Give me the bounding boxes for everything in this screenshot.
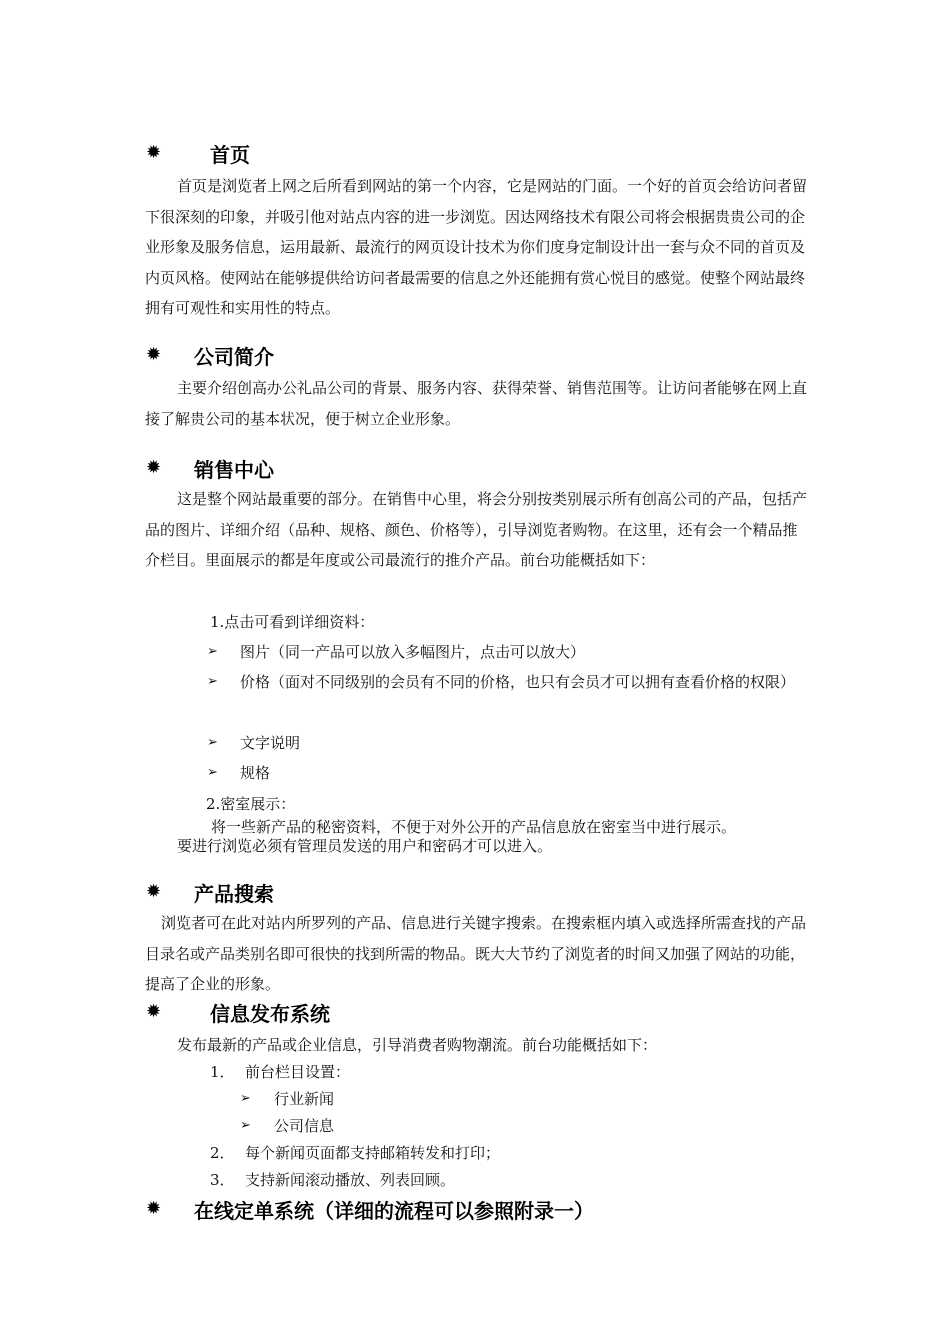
section-body-news: 发布最新的产品或企业信息，引导消费者购物潮流。前台功能概括如下：	[177, 1036, 658, 1054]
secret-line-2: 要进行浏览必须有管理员发送的用户和密码才可以进入。	[177, 837, 553, 855]
section-heading-home	[146, 138, 250, 168]
section-body-about: 主要介绍创高办公礼品公司的背景、服务内容、获得荣誉、销售范围等。让访问者能够在网上直接了解贵公司的基本状况，便于树立企业形象。	[145, 379, 808, 428]
sales-bullet-3: 文字说明	[240, 734, 301, 752]
arrow-bullet-icon: ➢	[207, 674, 218, 689]
news-item-3: 支持新闻滚动播放、列表回顾。	[245, 1171, 456, 1189]
sales-bullet-2: 价格（面对不同级别的会员有不同的价格，也只有会员才可以拥有查看价格的权限）	[240, 673, 796, 691]
news-item-2-number: 2．	[210, 1144, 235, 1162]
arrow-bullet-icon: ➢	[207, 765, 218, 780]
star-bullet-icon: ✹	[146, 881, 162, 902]
section-title-order: 在线定单系统（详细的流程可以参照附录一）	[194, 1198, 594, 1223]
section-title-search: 产品搜索	[194, 881, 274, 906]
section-body-sales: 这是整个网站最重要的部分。在销售中心里，将会分别按类别展示所有创高公司的产品，包括产品的图片、详细介绍（品种、规格、颜色、价格等），引导浏览者购物。在这里，还有会一个精品推介栏目。里面展示的都是年度或公司最流行的推介产品。前台功能概括如下：	[145, 490, 808, 569]
news-sub-bullet-1: 行业新闻	[274, 1090, 335, 1108]
star-bullet-icon: ✹	[146, 1001, 162, 1022]
section-title-home: 首页	[210, 142, 250, 167]
secret-line-1: 将一些新产品的秘密资料，不便于对外公开的产品信息放在密室当中进行展示。	[211, 818, 737, 836]
section-heading-sales	[146, 453, 274, 483]
news-item-3-number: 3．	[210, 1171, 235, 1189]
news-sub-bullet-2: 公司信息	[274, 1117, 335, 1135]
arrow-bullet-icon: ➢	[240, 1118, 251, 1133]
arrow-bullet-icon: ➢	[207, 644, 218, 659]
section-body-home: 首页是浏览者上网之后所看到网站的第一个内容，它是网站的门面。一个好的首页会给访问者留下很深刻的印象，并吸引他对站点内容的进一步浏览。因达网络技术有限公司将会根据贵贵公司的企业形象及服务信息，运用最新、最流行的网页设计技术为你们度身定制设计出一套与众不同的首页及内页风格。使网站在能够提供给访问者最需要的信息之外还能拥有赏心悦目的感觉。使整个网站最终拥有可观性和实用性的特点。	[145, 177, 808, 317]
sales-item-1: 1.点击可看到详细资料：	[210, 613, 375, 631]
star-bullet-icon: ✹	[146, 457, 162, 478]
news-item-1-number: 1．	[210, 1063, 235, 1081]
section-heading-search	[146, 877, 274, 907]
section-title-sales: 销售中心	[194, 457, 274, 482]
section-title-news: 信息发布系统	[210, 1001, 330, 1026]
sales-bullet-1: 图片（同一产品可以放入多幅图片，点击可以放大）	[240, 643, 586, 661]
sales-item-2: 2.密室展示：	[206, 795, 296, 813]
arrow-bullet-icon: ➢	[240, 1091, 251, 1106]
arrow-bullet-icon: ➢	[207, 735, 218, 750]
sales-bullet-4: 规格	[240, 764, 271, 782]
news-item-2: 每个新闻页面都支持邮箱转发和打印；	[245, 1144, 501, 1162]
section-body-search: 浏览者可在此对站内所罗列的产品、信息进行关键字搜索。在搜索框内填入或选择所需查找的产品目录名或产品类别名即可很快的找到所需的物品。既大大节约了浏览者的时间又加强了网站的功能，提高了企业的形象。	[145, 914, 807, 993]
star-bullet-icon: ✹	[146, 344, 162, 365]
section-heading-about	[146, 340, 274, 370]
section-title-about: 公司简介	[194, 344, 274, 369]
section-heading-news	[146, 997, 330, 1027]
star-bullet-icon: ✹	[146, 142, 162, 163]
section-heading-order	[146, 1194, 594, 1224]
news-item-1: 前台栏目设置：	[245, 1063, 351, 1081]
star-bullet-icon: ✹	[146, 1198, 162, 1219]
